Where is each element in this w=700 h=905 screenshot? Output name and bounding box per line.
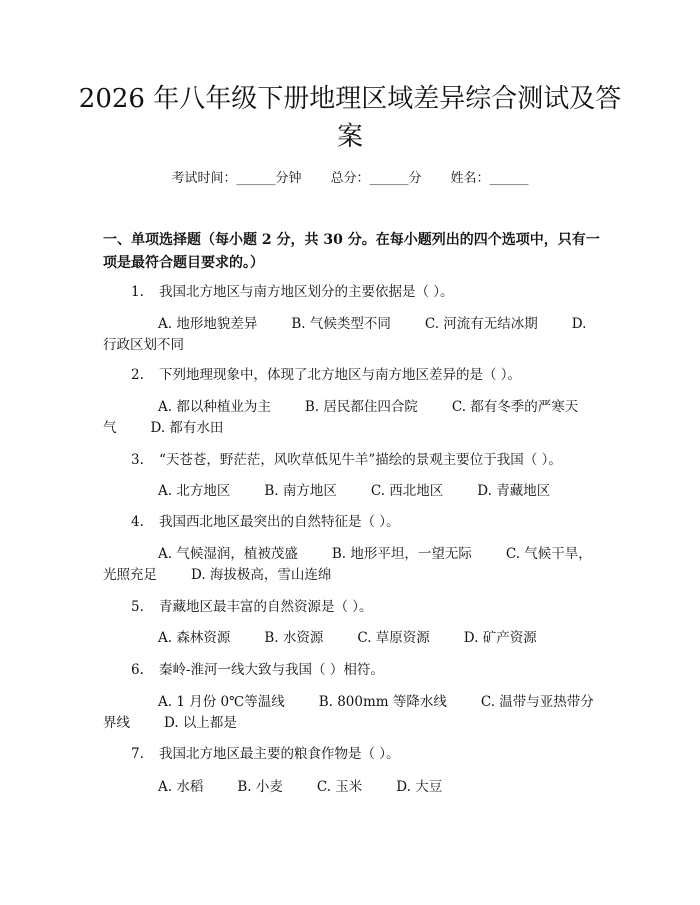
question-number: 6. (131, 662, 144, 678)
option-b: B. 水资源 (264, 630, 324, 646)
question-number: 4. (131, 514, 144, 530)
option-d: D. 青藏地区 (477, 483, 551, 499)
total-score-label: 总分：______分 (330, 171, 422, 186)
question-options (103, 544, 595, 586)
question-text: 青藏地区最丰富的自然资源是（ ）。 (159, 599, 373, 615)
option-c: C. 草原资源 (357, 630, 430, 646)
question-number: 5. (131, 599, 144, 615)
option-c: C. 河流有无结冰期 (424, 316, 538, 332)
option-b: B. 小麦 (237, 779, 283, 795)
question-stem (131, 744, 611, 764)
option-d: D. 大豆 (396, 779, 443, 795)
question-stem (131, 365, 611, 385)
question-number: 1. (131, 284, 144, 300)
question-options (103, 692, 595, 734)
exam-time-label: 考试时间：______分钟 (171, 171, 302, 186)
question-options (103, 777, 595, 798)
option-b: B. 地形平坦，一望无际 (331, 546, 472, 562)
option-c: C. 温带与亚热带分界线 (103, 694, 594, 731)
question-options (103, 397, 595, 439)
question-number: 7. (131, 746, 144, 762)
option-a: A. 地形地貌差异 (158, 316, 258, 332)
question-text: 下列地理现象中，体现了北方地区与南方地区差异的是（ ）。 (159, 367, 522, 383)
option-b: B. 气候类型不同 (291, 316, 391, 332)
question-stem (131, 512, 611, 532)
option-c: C. 都有冬季的严寒天气 (103, 399, 579, 436)
question-options (103, 314, 595, 356)
section-heading: 一、单项选择题（每小题 2 分，共 30 分。在每小题列出的四个选项中，只有一项是最符合题目要求的。） (103, 232, 600, 271)
option-d: D. 都有水田 (150, 420, 224, 436)
question-text: 我国北方地区最主要的粮食作物是（ ）。 (159, 746, 400, 762)
option-c: C. 西北地区 (370, 483, 444, 499)
option-a: A. 森林资源 (158, 630, 231, 646)
option-d: D. 行政区划不同 (103, 316, 587, 353)
question-text: “天苍苍，野茫茫，风吹草低见牛羊”描绘的景观主要位于我国（ ）。 (159, 452, 562, 468)
option-b: B. 800mm 等降水线 (318, 694, 447, 710)
question-options (103, 628, 595, 649)
option-c: C. 玉米 (316, 779, 363, 795)
option-a: A. 北方地区 (158, 483, 231, 499)
question-text: 我国西北地区最突出的自然特征是（ ）。 (159, 514, 400, 530)
question-stem (131, 597, 611, 617)
question-stem (131, 282, 611, 302)
question-number: 3. (131, 452, 144, 468)
question-stem (131, 660, 611, 680)
option-b: B. 居民都住四合院 (304, 399, 418, 415)
question-text: 秦岭-淮河一线大致与我国（ ）相符。 (159, 662, 384, 678)
option-a: A. 气候湿润，植被茂盛 (158, 546, 298, 562)
student-name-label: 姓名：______ (450, 171, 529, 186)
option-a: A. 1 月份 0℃等温线 (158, 694, 285, 710)
exam-meta (0, 170, 700, 188)
question-stem (131, 450, 611, 470)
question-text: 我国北方地区与南方地区划分的主要依据是（ ）。 (159, 284, 454, 300)
option-a: A. 水稻 (158, 779, 204, 795)
option-c: C. 气候干旱，光照充足 (103, 546, 592, 583)
option-b: B. 南方地区 (264, 483, 337, 499)
option-a: A. 都以种植业为主 (158, 399, 271, 415)
option-d: D. 海拔极高，雪山连绵 (191, 567, 332, 583)
option-d: D. 以上都是 (164, 715, 237, 731)
question-options (103, 481, 595, 502)
page-title: 2026 年八年级下册地理区域差异综合测试及答案 (78, 84, 622, 152)
question-number: 2. (131, 367, 144, 383)
option-d: D. 矿产资源 (463, 630, 537, 646)
